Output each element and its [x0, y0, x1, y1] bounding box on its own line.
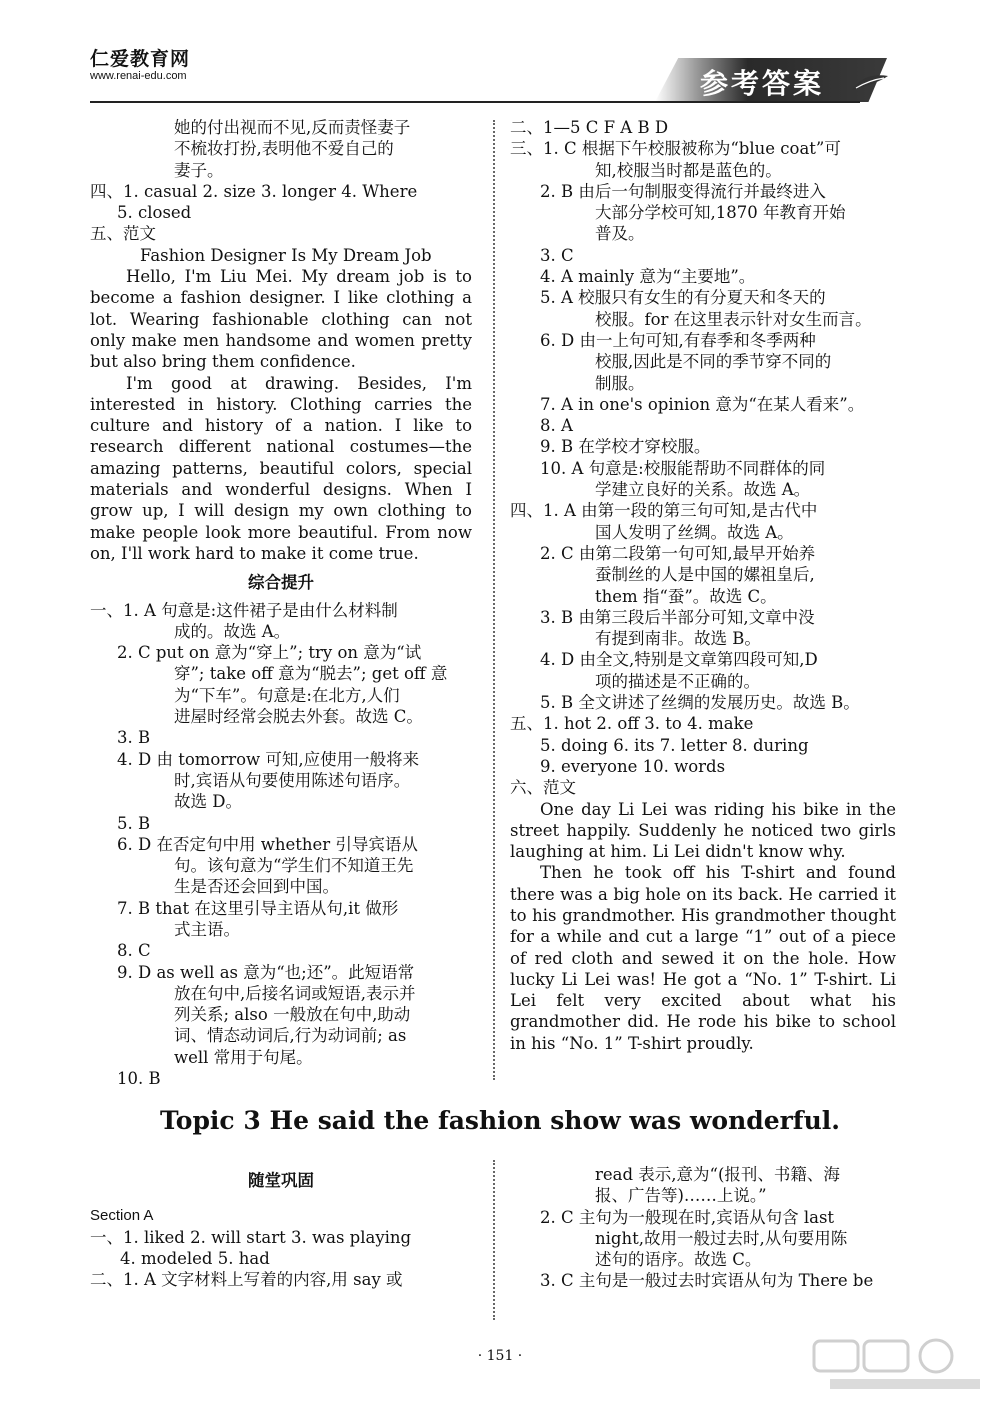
text-line: 妻子。 [174, 160, 224, 180]
answer-line: 放在句中,后接名词或短语,表示并 [174, 983, 416, 1003]
upper-right-column [510, 117, 896, 1054]
answer-line: 蚕制丝的人是中国的嫘祖皇后, [595, 565, 815, 585]
answer-line: well 常用于句尾。 [174, 1047, 313, 1067]
lower-left-column [90, 1170, 472, 1290]
essay-heading: 六、范文 [510, 778, 576, 798]
answer-line: 普及。 [595, 224, 645, 244]
answer-line: 进屋时经常会脱去外套。故选 C。 [174, 707, 423, 727]
answer-line: 一、1. liked 2. will start 3. was playing [90, 1227, 412, 1247]
answer-line: 2. C 主句为一般现在时,宾语从句含 last [540, 1207, 835, 1227]
column-divider-upper [493, 120, 495, 1080]
upper-left-column [90, 117, 472, 1089]
answer-line: 2. C put on 意为“穿上”; try on 意为“试 [117, 643, 422, 663]
lower-right-column [510, 1164, 896, 1292]
page-number: · 151 · [477, 1348, 523, 1364]
answer-line: them 指“蚕”。故选 C。 [595, 586, 777, 606]
answer-line: 7. B that 在这里引导主语从句,it 做形 [117, 898, 399, 918]
answer-line: 三、1. C 根据下午校服被称为“blue coat”可 [510, 139, 841, 159]
answer-line: 4. D 由 tomorrow 可知,应使用一般将来 [117, 749, 420, 769]
section-title: 综合提升 [248, 573, 314, 593]
answer-line: 一、1. A 句意是:这件裙子是由什么材料制 [90, 600, 398, 620]
answer-line: 9. B 在学校才穿校服。 [540, 437, 711, 457]
answer-line: 10. B [117, 1069, 161, 1089]
essay-paragraph: I'm good at drawing. Besides, I'm interested in history. Clothing carries the culture and history of a nation. I like to research different national costumes—the amazing patterns, beautiful colors, special materials and wonderful designs. When I grow up, I will design my own clothing to make people look more beautiful. From now on, I'll work hard to make it come true. [90, 373, 472, 563]
answer-line: 生是否还会回到中国。 [174, 877, 339, 897]
exercise-4-line: 5. closed [117, 203, 192, 223]
answer-line: 2. C 由第二段第一句可知,最早开始养 [540, 543, 816, 563]
answer-line: 4. D 由全文,特别是文章第四段可知,D [540, 650, 818, 670]
answer-line: 4. modeled 5. had [120, 1248, 270, 1268]
section-title: 随堂巩固 [248, 1171, 314, 1190]
banner-title: 参考答案 [700, 67, 825, 100]
answer-line: 3. B 由第三段后半部分可知,文章中没 [540, 607, 815, 627]
answer-line: 8. C [117, 941, 151, 961]
answer-line: 国人发明了丝绸。故选 A。 [595, 522, 794, 542]
answer-line: 5. A 校服只有女生的有分夏天和冬天的 [540, 288, 826, 308]
answer-line: 8. A [540, 416, 573, 436]
site-name: 仁爱教育网 [90, 48, 191, 70]
answer-line: 5. doing 6. its 7. letter 8. during [540, 735, 809, 755]
answer-line: 穿”; take off 意为“脱去”; get off 意 [174, 664, 448, 684]
answer-line: 五、1. hot 2. off 3. to 4. make [510, 714, 754, 734]
answer-line: 述句的语序。故选 C。 [595, 1250, 762, 1270]
answer-line: 2. B 由后一句制服变得流行并最终进入 [540, 181, 826, 201]
answer-line: 校服。for 在这里表示针对女生而言。 [595, 309, 872, 329]
site-url: www.renai-edu.com [90, 70, 187, 82]
essay-paragraph: One day Li Lei was riding his bike in the street happily. Suddenly he noticed two girls laughing at him. Li Lei didn't know why. [510, 799, 896, 862]
answer-line: 式主语。 [174, 919, 240, 939]
answer-line: 句。该句意为“学生们不知道王先 [174, 856, 414, 876]
answer-line: 10. A 句意是:校服能帮助不同群体的同 [540, 458, 826, 478]
answer-line: 二、1. A 文字材料上写着的内容,用 say 或 [90, 1270, 403, 1290]
answer-line: 知,校服当时都是蓝色的。 [595, 160, 782, 180]
answer-line: 为“下车”。句意是:在北方,人们 [174, 685, 400, 705]
answer-line: 6. D 在否定句中用 whether 引导宾语从 [117, 834, 418, 854]
answer-line: 7. A in one's opinion 意为“在某人看来”。 [540, 394, 865, 414]
section-label: Section A [90, 1207, 154, 1225]
answer-line: 有提到南非。故选 B。 [595, 629, 761, 649]
column-divider-lower [493, 1160, 495, 1320]
topic-heading: Topic 3 He said the fashion show was wonderful. [160, 1106, 840, 1135]
answer-line: 二、1—5 C F A B D [510, 118, 669, 137]
answer-line: 制服。 [595, 373, 645, 393]
essay-paragraph: Hello, I'm Liu Mei. My dream job is to become a fashion designer. I like clothing a lot. Wearing fashionable clothing can not only make men handsome and women pretty but also bring them confidence. [90, 267, 472, 372]
answer-line: 3. C 主句是一般过去时宾语从句为 There be [540, 1271, 874, 1291]
answer-line: 5. B 全文讲述了丝绸的发展历史。故选 B。 [540, 693, 860, 713]
answer-line: 时,宾语从句要使用陈述句语序。 [174, 770, 411, 790]
essay-title: Fashion Designer Is My Dream Job [140, 245, 432, 265]
answer-line: 校服,因此是不同的季节穿不同的 [595, 352, 832, 372]
answer-line: 故选 D。 [174, 792, 242, 812]
answer-line: 成的。故选 A。 [174, 621, 291, 641]
answer-line: 学建立良好的关系。故选 A。 [595, 480, 811, 500]
answer-list [90, 600, 472, 1090]
answer-line: 列关系; also 一般放在句中,助动 [174, 1005, 411, 1025]
answer-line: night,故用一般过去时,从句要用陈 [595, 1228, 848, 1248]
answer-line: 项的描述是不正确的。 [595, 671, 760, 691]
answer-line: 3. B [117, 728, 151, 748]
answer-line: 3. C [540, 245, 574, 265]
answer-line: 6. D 由一上句可知,有春季和冬季两种 [540, 330, 816, 350]
answer-line: read 表示,意为“(报刊、书籍、海 [595, 1165, 840, 1184]
header-rule [90, 101, 860, 103]
essay-paragraph: Then he took off his T-shirt and found there was a big hole on its back. He carried it to his grandmother. His grandmother thought for a while and cut a large “1” out of a piece of red cloth and sewed it on the hole. How lucky Li Lei was! He got a “No. 1” T-shirt. Li Lei felt very excited about what his grandmother did. He rode his bike to school in his “No. 1” T-shirt proudly. [510, 863, 896, 1053]
text-line: 不梳妆打扮,表明他不爱自己的 [174, 139, 394, 159]
text-line: 她的付出视而不见,反而责怪妻子 [174, 118, 411, 137]
essay-heading: 五、范文 [90, 224, 156, 244]
answer-line: 9. D as well as 意为“也;还”。此短语常 [117, 962, 415, 982]
exercise-4-line: 四、1. casual 2. size 3. longer 4. Where [90, 181, 418, 201]
answer-line: 4. A mainly 意为“主要地”。 [540, 267, 756, 287]
banner-leaf-icon [850, 70, 890, 96]
answer-line: 词、情态动词后,行为动词前; as [174, 1026, 407, 1046]
answer-line: 大部分学校可知,1870 年教育开始 [595, 203, 846, 223]
answer-line: 5. B [117, 813, 151, 833]
answer-line: 四、1. A 由第一段的第三句可知,是古代中 [510, 501, 818, 521]
answer-line: 9. everyone 10. words [540, 756, 726, 776]
watermark-logo [810, 1335, 990, 1395]
answer-line: 报、广告等)……上说。” [595, 1186, 767, 1206]
